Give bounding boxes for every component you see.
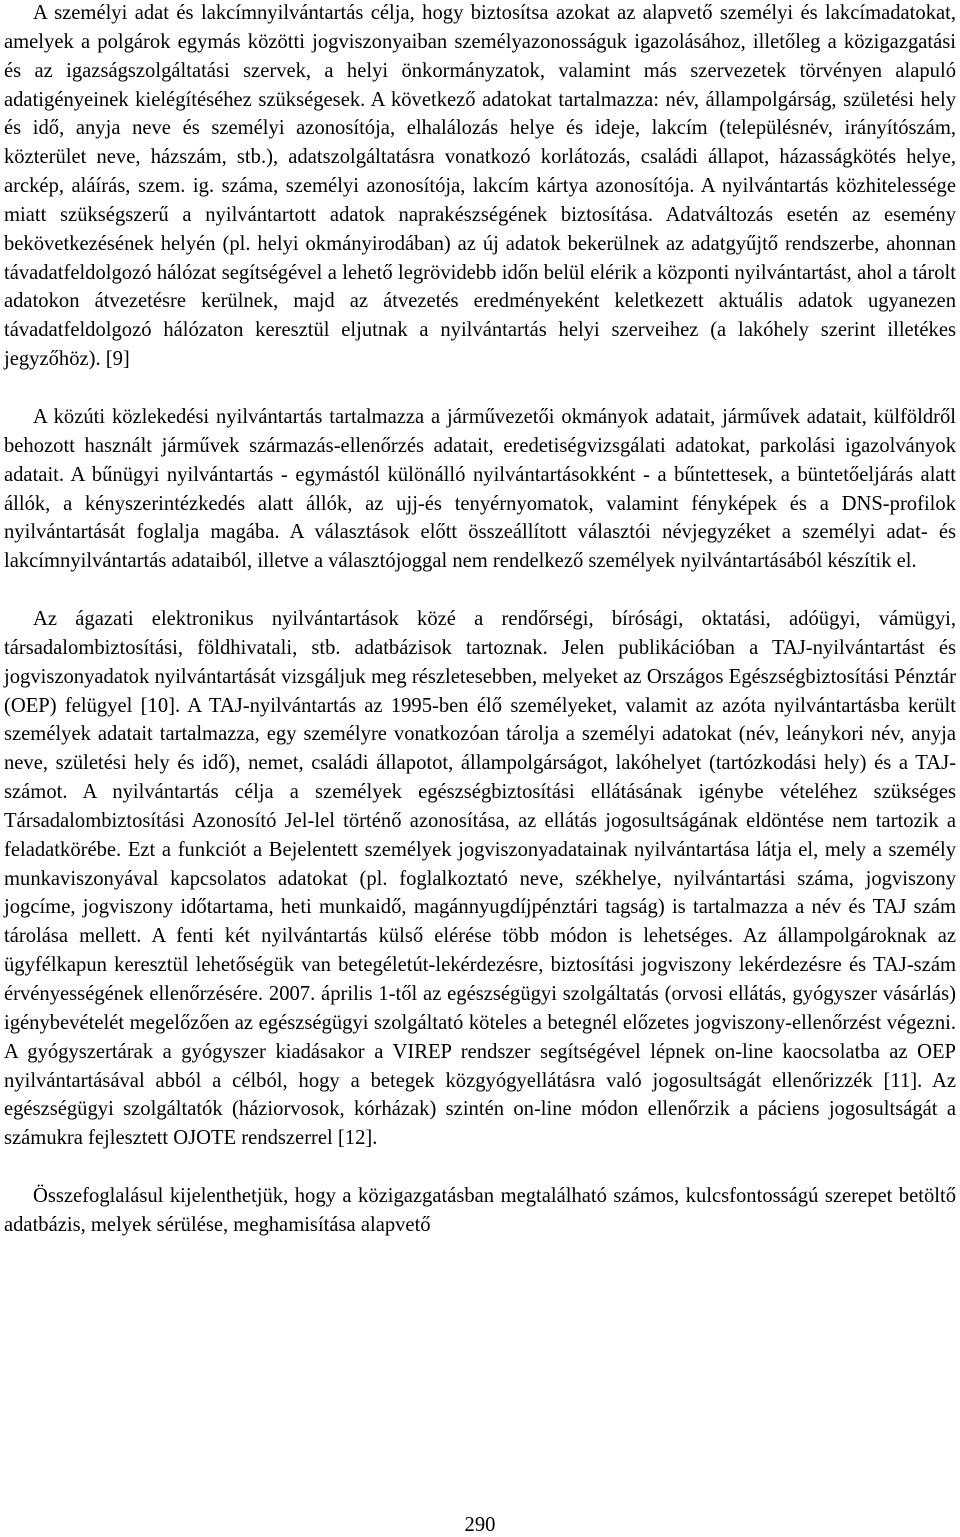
paragraph-sectoral-registries: Az ágazati elektronikus nyilvántartások közé a rendőrségi, bírósági, oktatási, adóügyi, vámügyi, társadalombiztosítási, földhivatali, stb. adatbázisok tartoznak. Jelen publikációban a TAJ-nyilvántartást és jogviszonyadatok nyilvántartását vizsgáljuk meg részletesebben, melyeket az Országos Egészségbiztosítási Pénztár (OEP) felügyel [10]. A TAJ-nyilvántartás az 1995-ben élő személyeket, valamit az azóta nyilvántartásba került személyek adatait tartalmazza, egy személyre vonatkozóan tárolja a személyi adatokat (név, leánykori név, anyja neve, születési hely és idő), nemet, családi állapotot, állampolgárságot, lakóhelyet (tartózkodási hely) és a TAJ-számot. A nyilvántartás célja a személyek egészségbiztosítási ellátásának igénybe vételéhez szükséges Társadalombiztosítási Azonosító Jel-lel történő azonosítása, az ellátás jogosultságának eldöntése nem tartozik a feladatkörébe. Ezt a funkciót a Bejelentett személyek jogviszonyadatainak nyilvántartása látja el, mely a személy munkaviszonyával kapcsolatos adatokat (pl. foglalkoztató neve, székhelye, nyilvántartási száma, jogviszony jogcíme, jogviszony időtartama, heti munkaidő, magánnyugdíjpénztári tagság) is tartalmazza a név és TAJ szám tárolása mellett. A fenti két nyilvántartás külső elérése több módon is lehetséges. Az állampolgároknak az ügyfélkapun keresztül lehetőségük van betegéletút-lekérdezésre, biztosítási jogviszony lekérdezésre és TAJ-szám érvényességének ellenőrzésére. 2007. április 1-től az egészségügyi szolgáltatás (orvosi ellátás, gyógyszer vásárlás) igénybevételét megelőzően az egészségügyi szolgáltató köteles a betegnél előzetes jogviszony-ellenőrzést végezni. A gyógyszertárak a gyógyszer kiadásakor a VIREP rendszer segítségével lépnek on-line kaocsolatba az OEP nyilvántartásával abból a célból, hogy a betegek közgyógyellátásra való jogosultságát ellenőrizzék [11]. Az egészségügyi szolgáltatók (háziorvosok, kórházak) szintén on-line módon ellenőrzik a páciens jogosultságát a számukra fejlesztett OJOTE rendszerrel [12].	[4, 608, 956, 1150]
page-number: 290	[464, 1514, 496, 1536]
paragraph-personal-data-registry: A személyi adat és lakcímnyilvántartás célja, hogy biztosítsa azokat az alapvető személyi és lakcímadatokat, amelyek a polgárok egymás közötti jogviszonyaiban személyazonosságuk igazolásához, illetőleg a közigazgatási és az igazságszolgáltatási szervek, a helyi önkormányzatok, valamint más szervezetek törvényen alapuló adatigényeinek kielégítéséhez szükségesek. A következő adatokat tartalmazza: név, állampolgárság, születési hely és idő, anyja neve és személyi azonosítója, elhalálozás helye és ideje, lakcím (településnév, irányítószám, közterület neve, házszám, stb.), adatszolgáltatásra vonatkozó korlátozás, családi állapot, házasságkötés helye, arckép, aláírás, szem. ig. száma, személyi azonosítója, lakcím kártya azonosítója. A nyilvántartás közhitelessége miatt szükségszerű a nyilvántartott adatok naprakészségének biztosítása. Adatváltozás esetén az esemény bekövetkezésének helyén (pl. helyi okmányirodában) az új adatok bekerülnek az adatgyűjtő rendszerbe, ahonnan távadatfeldolgozó hálózat segítségével a lehető legrövidebb időn belül elérik a központi nyilvántartást, ahol a tárolt adatokon átvezetésre kerülnek, majd az átvezetés eredményeként keletkezett aktuális adatok ugyanezen távadatfeldolgozó hálózaton keresztül eljutnak a nyilvántartás helyi szerveihez (a lakóhely szerint illetékes jegyzőhöz). [9]	[4, 2, 956, 371]
paragraph-traffic-criminal-registries: A közúti közlekedési nyilvántartás tartalmazza a járművezetői okmányok adatait, járművek adatait, külföldről behozott használt járművek származás-ellenőrzés adatait, eredetiségvizsgálati adatokat, parkolási igazolványok adatait. A bűnügyi nyilvántartás - egymástól különálló nyilvántartásokként - a bűntettesek, a büntetőeljárás alatt állók, a kényszerintézkedés alatt állók, az ujj-és tenyérnyomatok, valamint fényképek és a DNS-profilok nyilvántartását foglalja magába. A választások előtt összeállított választói névjegyzéket a személyi adat- és lakcímnyilvántartás adataiból, illetve a választójoggal nem rendelkező személyek nyilvántartásából készítik el.	[4, 405, 956, 573]
document-page	[4, 0, 956, 1240]
paragraph-summary: Összefoglalásul kijelenthetjük, hogy a közigazgatásban megtalálható számos, kulcsfontosságú szerepet betöltő adatbázis, melyek sérülése, meghamisítása alapvető	[4, 1185, 956, 1236]
